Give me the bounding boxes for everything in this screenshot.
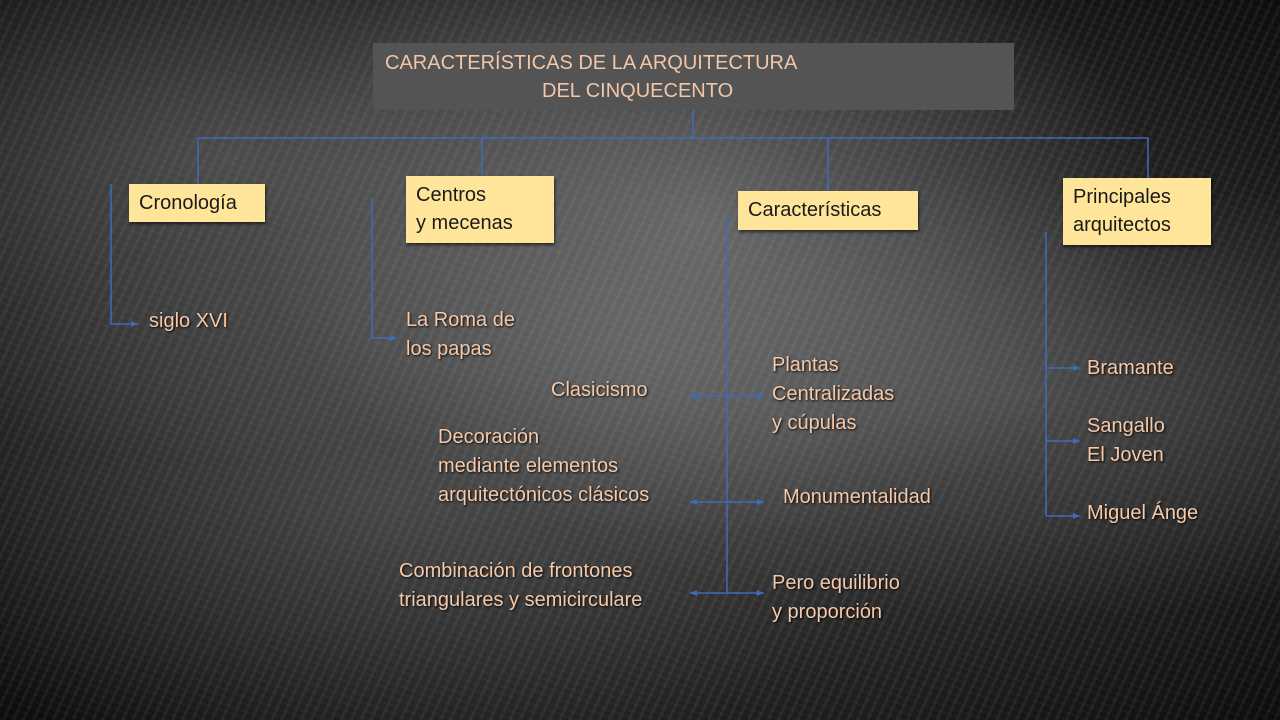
item-line: Plantas (772, 354, 839, 376)
title-line-1: CARACTERÍSTICAS DE LA ARQUITECTURA (385, 52, 798, 74)
item-line: La Roma de (406, 309, 515, 331)
item-sangallo (1087, 412, 1165, 470)
item-line: El Joven (1087, 444, 1164, 466)
category-label: arquitectos (1073, 214, 1171, 236)
category-caracteristicas (738, 191, 918, 230)
item-miguel-angel (1087, 499, 1198, 528)
item-monumentalidad (783, 483, 931, 512)
category-label: y mecenas (416, 212, 513, 234)
category-centros (406, 176, 554, 243)
category-label: Cronología (139, 192, 237, 214)
item-line: Miguel Ánge (1087, 502, 1199, 524)
item-line: Bramante (1087, 357, 1174, 379)
item-line: Monumentalidad (783, 486, 931, 508)
item-line: arquitectónicos clásicos (438, 484, 650, 506)
item-siglo-xvi (149, 307, 228, 336)
item-line: Pero equilibrio (772, 572, 900, 594)
item-line: Combinación de frontones (399, 560, 633, 582)
item-line: siglo XVI (149, 310, 228, 332)
item-bramante (1087, 354, 1174, 383)
item-decoracion (438, 423, 649, 510)
item-line: y cúpulas (772, 412, 857, 434)
item-line: Centralizadas (772, 383, 895, 405)
category-label: Principales (1073, 186, 1171, 208)
item-line: triangulares y semicirculare (399, 589, 643, 611)
title-line-2: DEL CINQUECENTO (542, 80, 734, 102)
category-cronologia (129, 184, 265, 222)
item-line: Sangallo (1087, 415, 1165, 437)
item-plantas (772, 351, 894, 438)
category-arquitectos (1063, 178, 1211, 245)
item-roma-papas (406, 306, 515, 364)
item-combinacion (399, 557, 642, 615)
item-line: Clasicismo (551, 379, 648, 401)
arrow-roma (372, 198, 397, 338)
category-label: Características (748, 199, 882, 221)
item-line: mediante elementos (438, 455, 619, 477)
item-clasicismo (551, 376, 648, 405)
item-line: y proporción (772, 601, 883, 623)
item-line: los papas (406, 338, 492, 360)
item-line: Decoración (438, 426, 540, 448)
diagram-title (373, 43, 1014, 110)
item-equilibrio (772, 569, 900, 627)
category-label: Centros (416, 184, 487, 206)
